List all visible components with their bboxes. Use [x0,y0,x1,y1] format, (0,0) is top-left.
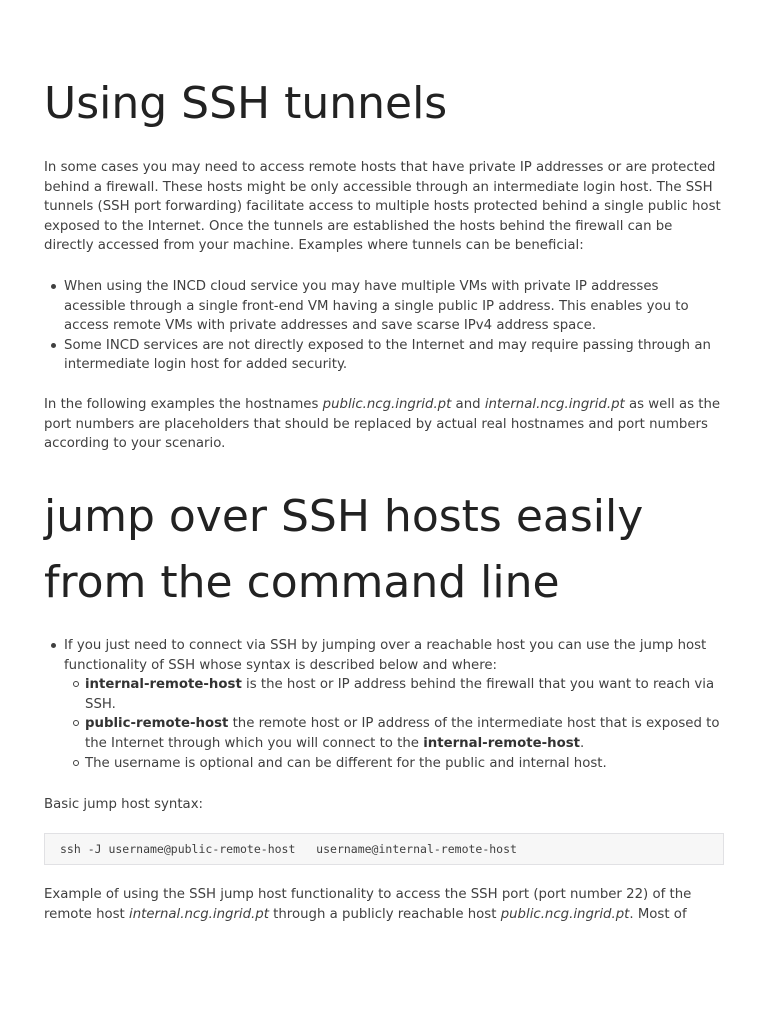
text-span: through a publicly reachable host [268,906,501,922]
code-block[interactable] [44,833,724,865]
hostname-internal: internal.ncg.ingrid.pt [484,397,625,412]
hostname-public: public.ncg.ingrid.pt [322,397,452,412]
text-span: . Most of [629,906,687,922]
sublist-item: The username is optional and can be different for the public and internal host. [85,754,724,774]
text-span: Example of using the SSH jump host functionality to access the SSH port (port number 22) of the remote host [44,887,692,922]
text-span: as well as the port numbers are placeholders that should be replaced by actual real hostnames and port numbers according to your scenario. [44,397,721,452]
term-internal-remote-host: internal-remote-host [85,677,242,693]
list-item-text: If you just need to connect via SSH by jumping over a reachable host you can use the jump host functionality of SSH whose syntax is described below and where: [64,638,707,673]
code-text[interactable]: ssh -J username@public-remote-host username@internal-remote-host [60,842,517,856]
term-internal-remote-host: internal-remote-host [423,735,581,751]
term-public-remote-host: public-remote-host [85,716,229,732]
hostname-public: public.ncg.ingrid.pt [500,906,630,922]
jump-host-sublist [64,675,724,773]
placeholders-paragraph [44,395,724,454]
intro-paragraph: In some cases you may need to access remote hosts that have private IP addresses or are protected behind a firewall. These hosts might be only accessible through an intermediate login host. The SSH tunnels (SSH port forwarding) facilitate access to multiple hosts protected behind a single public host exposed to the Internet. Once the tunnels are established the hosts behind the firewall can be directly accessed from your machine. Examples where tunnels can be beneficial: [44,160,721,254]
list-item [64,636,724,773]
syntax-label: Basic jump host syntax: [44,797,204,812]
section-title: jump over SSH hosts easily from the command line [44,491,644,608]
sublist-item [85,714,724,753]
jump-host-list [44,636,724,773]
text-span: is the host or IP address behind the firewall that you want to reach via SSH. [85,677,715,712]
list-item: Some INCD services are not directly exposed to the Internet and may require passing through an intermediate login host for added security. [64,336,724,375]
hostname-internal: internal.ncg.ingrid.pt [129,906,269,922]
text-span: and [451,397,485,412]
sublist-item [85,675,724,714]
example-paragraph [44,885,724,924]
text-span: . [580,735,585,751]
text-span: the remote host or IP address of the intermediate host that is exposed to the Internet through which you will connect to the [85,716,720,751]
tunnel-benefits-list [44,277,724,375]
page-title: Using SSH tunnels [44,78,448,129]
list-item: When using the INCD cloud service you may have multiple VMs with private IP addresses acessible through a single front-end VM having a single public IP address. This enables you to access remote VMs with private addresses and save scarse IPv4 address space. [64,277,724,336]
text-span: In the following examples the hostnames [44,397,323,412]
